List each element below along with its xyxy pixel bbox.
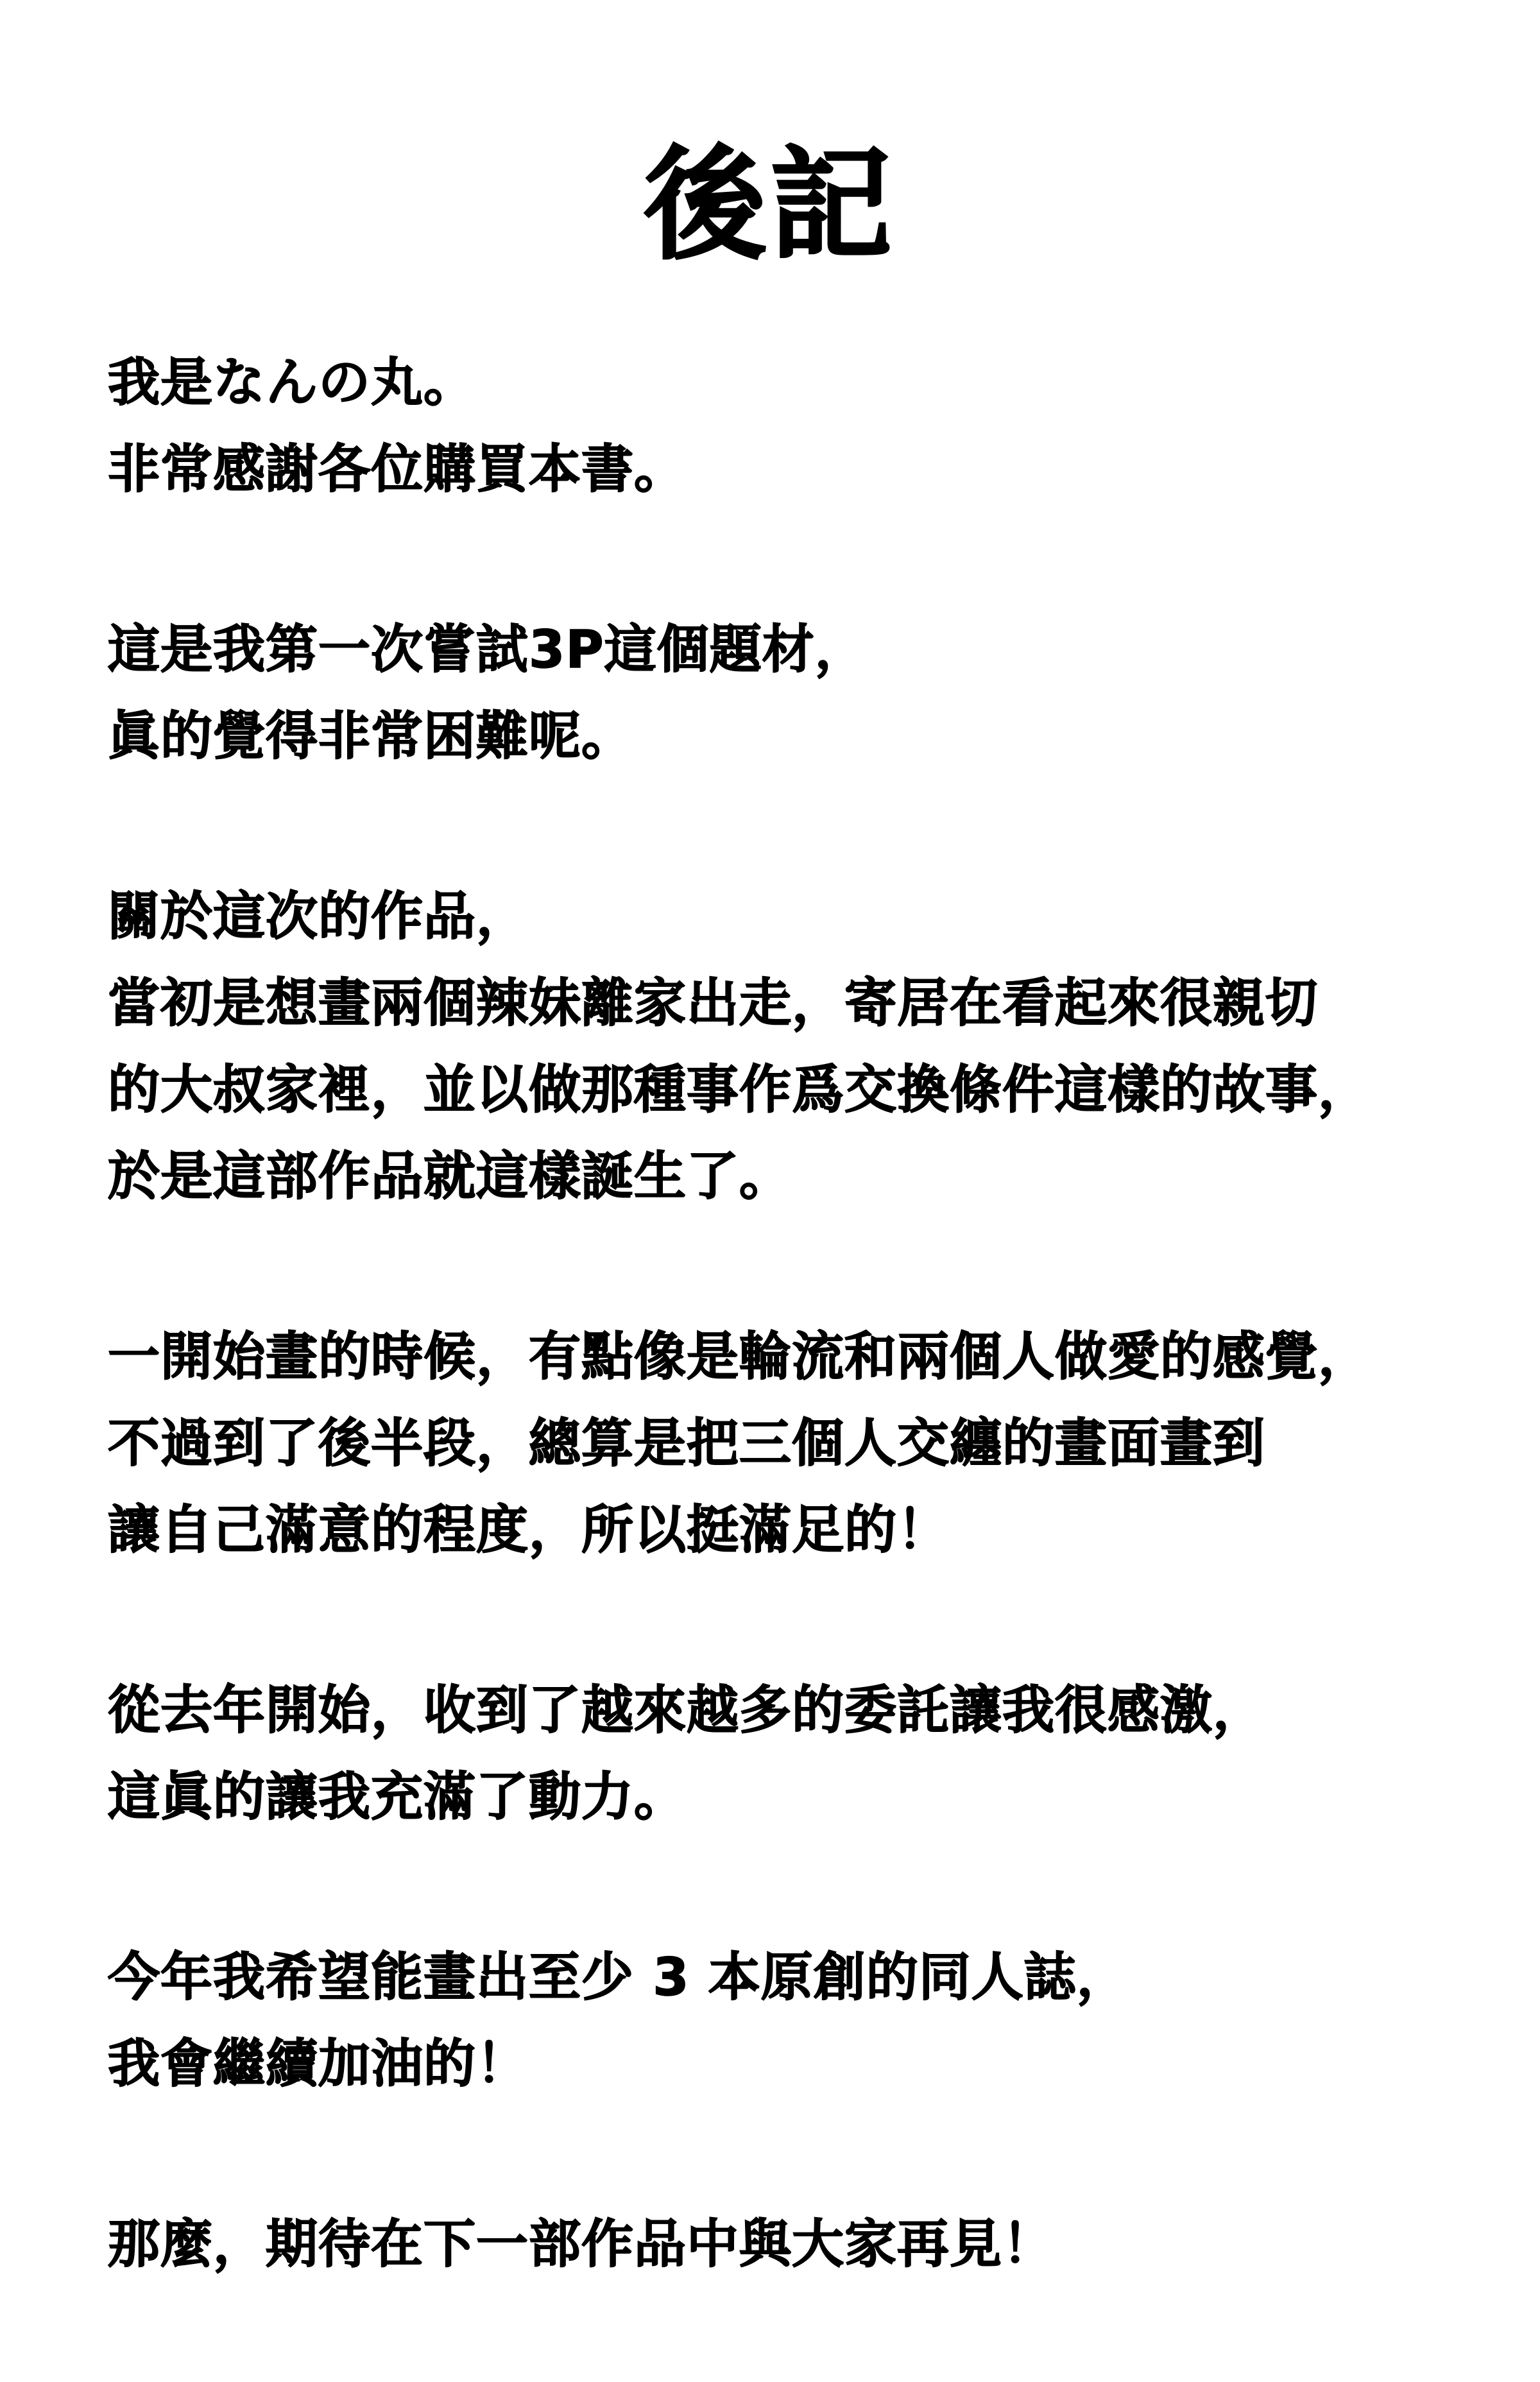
paragraph-farewell — [108, 2202, 1487, 2288]
paragraph-story — [108, 874, 1487, 1221]
text-line: 讓自己滿意的程度，所以挺滿足的！ — [108, 1500, 950, 1561]
text-line: 一開始畫的時候，有點像是輪流和兩個人做愛的感覺， — [108, 1327, 1371, 1387]
paragraph-plans — [108, 1935, 1487, 2108]
text-line: 眞的覺得非常困難呢。 — [108, 707, 635, 767]
afterword-body — [108, 340, 1487, 2382]
text-line: 今年我希望能畫出至少 3 本原創的同人誌， — [108, 1948, 1129, 2008]
text-line: 這眞的讓我充滿了動力。 — [108, 1767, 687, 1828]
page-title: 後記 — [644, 134, 896, 276]
text-line: 的大叔家裡，並以做那種事作爲交換條件這樣的故事， — [108, 1060, 1371, 1120]
text-line: 於是這部作品就這樣誕生了。 — [108, 1147, 792, 1207]
text-line: 不過到了後半段，總算是把三個人交纏的畫面畫到 — [108, 1414, 1266, 1474]
text-line: 從去年開始，收到了越來越多的委託讓我很感激， — [108, 1681, 1266, 1741]
text-line: 非常感謝各位購買本書。 — [108, 440, 687, 500]
text-line: 那麼，期待在下一部作品中與大家再見！ — [108, 2215, 1056, 2275]
text-line: 我是なんの丸。 — [108, 353, 477, 413]
paragraph-greeting — [108, 340, 1487, 513]
text-line: 我會繼續加油的！ — [108, 2034, 529, 2095]
text-line: 關於這次的作品， — [108, 887, 529, 947]
text-line: 當初是想畫兩個辣妹離家出走，寄居在看起來很親切 — [108, 973, 1319, 1034]
text-line: 這是我第一次嘗試3P這個題材， — [108, 620, 868, 680]
paragraph-drawing — [108, 1314, 1487, 1574]
paragraph-theme — [108, 607, 1487, 780]
paragraph-commissions — [108, 1668, 1487, 1841]
